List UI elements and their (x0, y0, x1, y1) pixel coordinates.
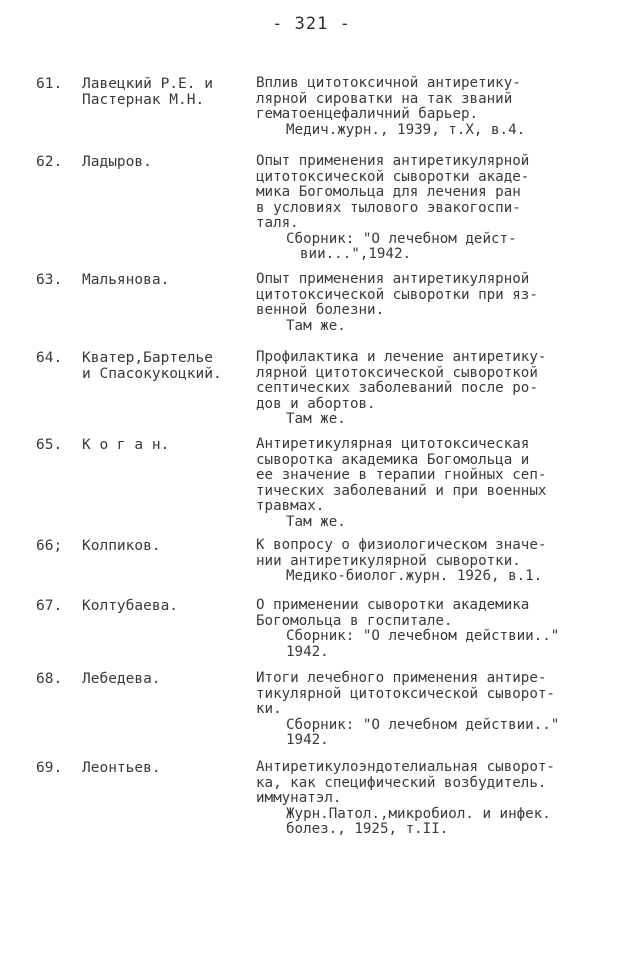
title-line: ее значение в терапии гнойных сеп- (256, 467, 547, 483)
source-line: Медич.журн., 1939, т.X, в.4. (286, 121, 526, 138)
entry-reference (256, 760, 586, 838)
entry-number: 67. (36, 598, 63, 614)
entry-reference (256, 76, 586, 138)
title-line: ки. (256, 701, 282, 717)
source-line: Журн.Патол.,микробиол. и инфек. (286, 805, 551, 822)
title-line: Антиретикулярная цитотоксическая (256, 436, 530, 452)
entry-number: 68. (36, 671, 63, 687)
entry-author: Лавецкий Р.Е. и Пастернак М.Н. (82, 76, 213, 108)
entry-number: 64. (36, 350, 63, 366)
entry-number: 61. (36, 76, 63, 92)
entry-number: 62. (36, 154, 63, 170)
entry-author: Леонтьев. (82, 760, 161, 776)
title-line: Профилактика и лечение антиретику- (256, 349, 547, 365)
source-line: Медико-биолог.журн. 1926, в.1. (286, 568, 543, 584)
title-line: Опыт применения антиретикулярной (256, 153, 530, 169)
title-line: травмах. (256, 498, 325, 514)
entry-reference (256, 154, 586, 263)
title-line: нии антиретикулярной сыворотки. (256, 552, 521, 569)
title-line: тикулярной цитотоксической сыворот- (256, 685, 555, 702)
title-line: К вопросу о физиологическом значе- (256, 537, 547, 553)
entry-reference (256, 598, 586, 660)
title-line: лярной сироватки на так званий (256, 90, 513, 107)
source-line: болез., 1925, т.II. (286, 821, 449, 837)
source-line: Там же. (286, 513, 346, 530)
source-line: Сборник: "О лечебном действии.." (286, 628, 560, 644)
title-line: дов и абортов. (256, 395, 376, 412)
title-line: септических заболеваний после ро- (256, 380, 538, 396)
title-line: лярной цитотоксической сывороткой (256, 364, 538, 381)
title-line: ка, как специфический возбудитель. (256, 774, 547, 791)
title-line: иммунатэл. (256, 790, 342, 806)
title-line: мика Богомольца для лечения ран (256, 184, 521, 200)
entry-reference (256, 671, 586, 749)
entry-author: Лебедева. (82, 671, 161, 687)
source-line: 1942. (286, 643, 329, 660)
title-line: Вплив цитотоксичной антиретику- (256, 75, 521, 91)
entry-reference (256, 272, 586, 334)
entry-author: Ладыров. (82, 154, 152, 170)
entry-author: Кватер,Бартелье и Спасокукоцкий. (82, 350, 222, 382)
title-line: гематоенцефаличний барьер. (256, 106, 479, 122)
source-line: Сборник: "О лечебном дейст- (286, 230, 517, 247)
title-line: тических заболеваний и при военных (256, 482, 547, 499)
source-line: 1942. (286, 732, 329, 748)
source-line: Там же. (286, 411, 346, 427)
entry-number: 65. (36, 437, 63, 453)
title-line: в условиях тылового эвакогоспи- (256, 199, 521, 216)
title-line: О применении сыворотки академика (256, 597, 530, 613)
entry-number: 63. (36, 272, 63, 288)
title-line: Антиретикулоэндотелиальная сыворот- (256, 759, 555, 775)
title-line: таля. (256, 215, 299, 231)
entry-reference (256, 538, 586, 585)
entry-number: 66; (36, 538, 63, 554)
entry-author: Колпиков. (82, 538, 161, 554)
title-line: цитотоксической сыворотки при яз- (256, 286, 538, 303)
entry-number: 69. (36, 760, 63, 776)
source-line: Там же. (286, 317, 346, 334)
title-line: сыворотка академика Богомольца и (256, 451, 530, 468)
entry-author: Мальянова. (82, 272, 170, 288)
entry-author: Колтубаева. (82, 598, 179, 614)
entry-reference (256, 350, 586, 428)
page-number: - 321 - (272, 14, 351, 34)
title-line: Богомольца в госпитале. (256, 612, 453, 629)
title-line: Опыт применения антиретикулярной (256, 271, 530, 287)
title-line: цитотоксической сыворотки акаде- (256, 168, 530, 185)
entry-author: К о г а н. (82, 437, 170, 453)
entry-reference (256, 437, 586, 530)
source-line: Сборник: "О лечебном действии.." (286, 716, 560, 733)
title-line: Итоги лечебного применения антире- (256, 670, 547, 686)
title-line: венной болезни. (256, 302, 385, 318)
source-line: вии...",1942. (300, 246, 412, 262)
